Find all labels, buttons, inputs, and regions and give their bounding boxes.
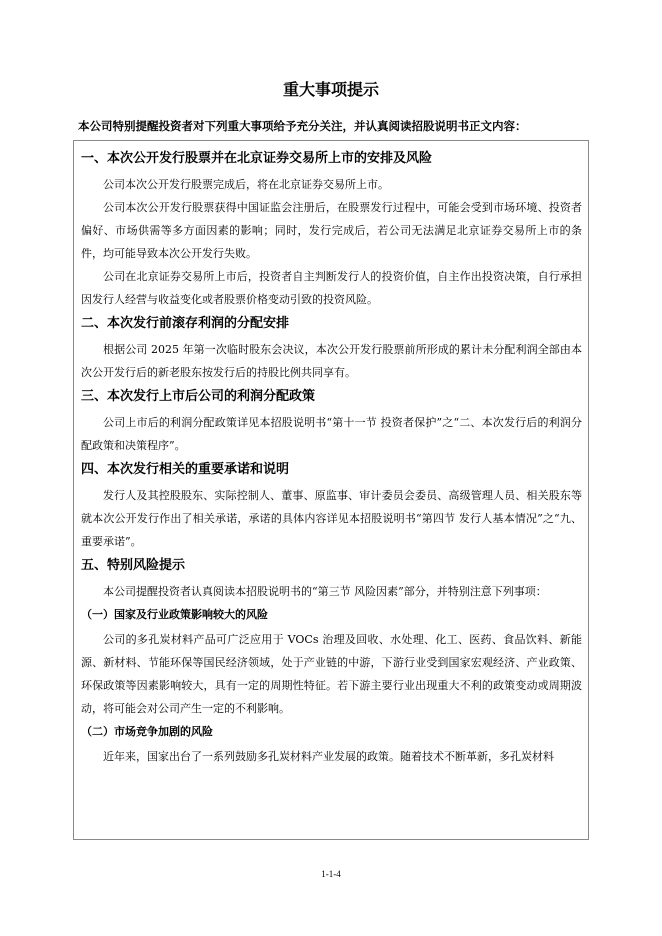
notice-box [73,140,589,840]
paragraph: 公司在北京证券交易所上市后，投资者自主判断发行人的投资价值，自主作出投资决策，自行承担因发行人经营与收益变化或者股票价格变动引致的投资风险。 [81,270,582,306]
section-heading: 四、本次发行相关的重要承诺和说明 [81,462,290,477]
section-heading: 三、本次发行上市后公司的利润分配政策 [81,389,316,404]
paragraph: 根据公司 2025 年第一次临时股东会决议，本次公开发行股票前所形成的累计未分配利润全部由本次公开发行后的新老股东按发行后的持股比例共同享有。 [81,343,582,379]
page-number: 1-1-4 [321,869,341,879]
paragraph: 发行人及其控股股东、实际控制人、董事、原监事、审计委员会委员、高级管理人员、相关股东等就本次公开发行作出了相关承诺，承诺的具体内容详见本招股说明书“第四节 发行人基本情况”之“九、重要承诺”。 [81,489,582,548]
paragraph: 公司本次公开发行股票完成后，将在北京证券交易所上市。 [103,178,389,191]
paragraph: 公司的多孔炭材料产品可广泛应用于 VOCs 治理及回收、水处理、化工、医药、食品饮料、新能源、新材料、节能环保等国民经济领域，处于产业链的中游，下游行业受到国家宏观经济、产业政策、环保政策等因素影响较大，具有一定的周期性特征。若下游主要行业出现重大不利的政策变动或周期波动，将可能会对公司产生一定的不利影响。 [81,633,582,715]
subsection-heading: （一）国家及行业政策影响较大的风险 [81,608,268,621]
section-heading: 五、特别风险提示 [81,558,186,573]
page-title: 重大事项提示 [282,80,379,99]
paragraph: 公司上市后的利润分配政策详见本招股说明书“第十一节 投资者保护”之“二、本次发行后的利润分配政策和决策程序”。 [81,416,582,452]
paragraph: 近年来，国家出台了一系列鼓励多孔炭材料产业发展的政策。随着技术不断革新，多孔炭材料 [103,750,554,763]
intro-statement: 本公司特别提醒投资者对下列重大事项给予充分关注，并认真阅读招股说明书正文内容： [78,119,527,133]
paragraph: 本公司提醒投资者认真阅读本招股说明书的“第三节 风险因素”部分，并特别注意下列事项： [103,585,547,598]
subsection-heading: （二）市场竞争加剧的风险 [81,725,213,738]
paragraph: 公司本次公开发行股票获得中国证监会注册后，在股票发行过程中，可能会受到市场环境、投资者偏好、市场供需等多方面因素的影响；同时，发行完成后，若公司无法满足北京证券交易所上市的条件，均可能导致本次公开发行失败。 [81,201,582,260]
section-heading: 一、本次公开发行股票并在北京证券交易所上市的安排及风险 [81,151,433,166]
section-heading: 二、本次发行前滚存利润的分配安排 [81,316,290,331]
